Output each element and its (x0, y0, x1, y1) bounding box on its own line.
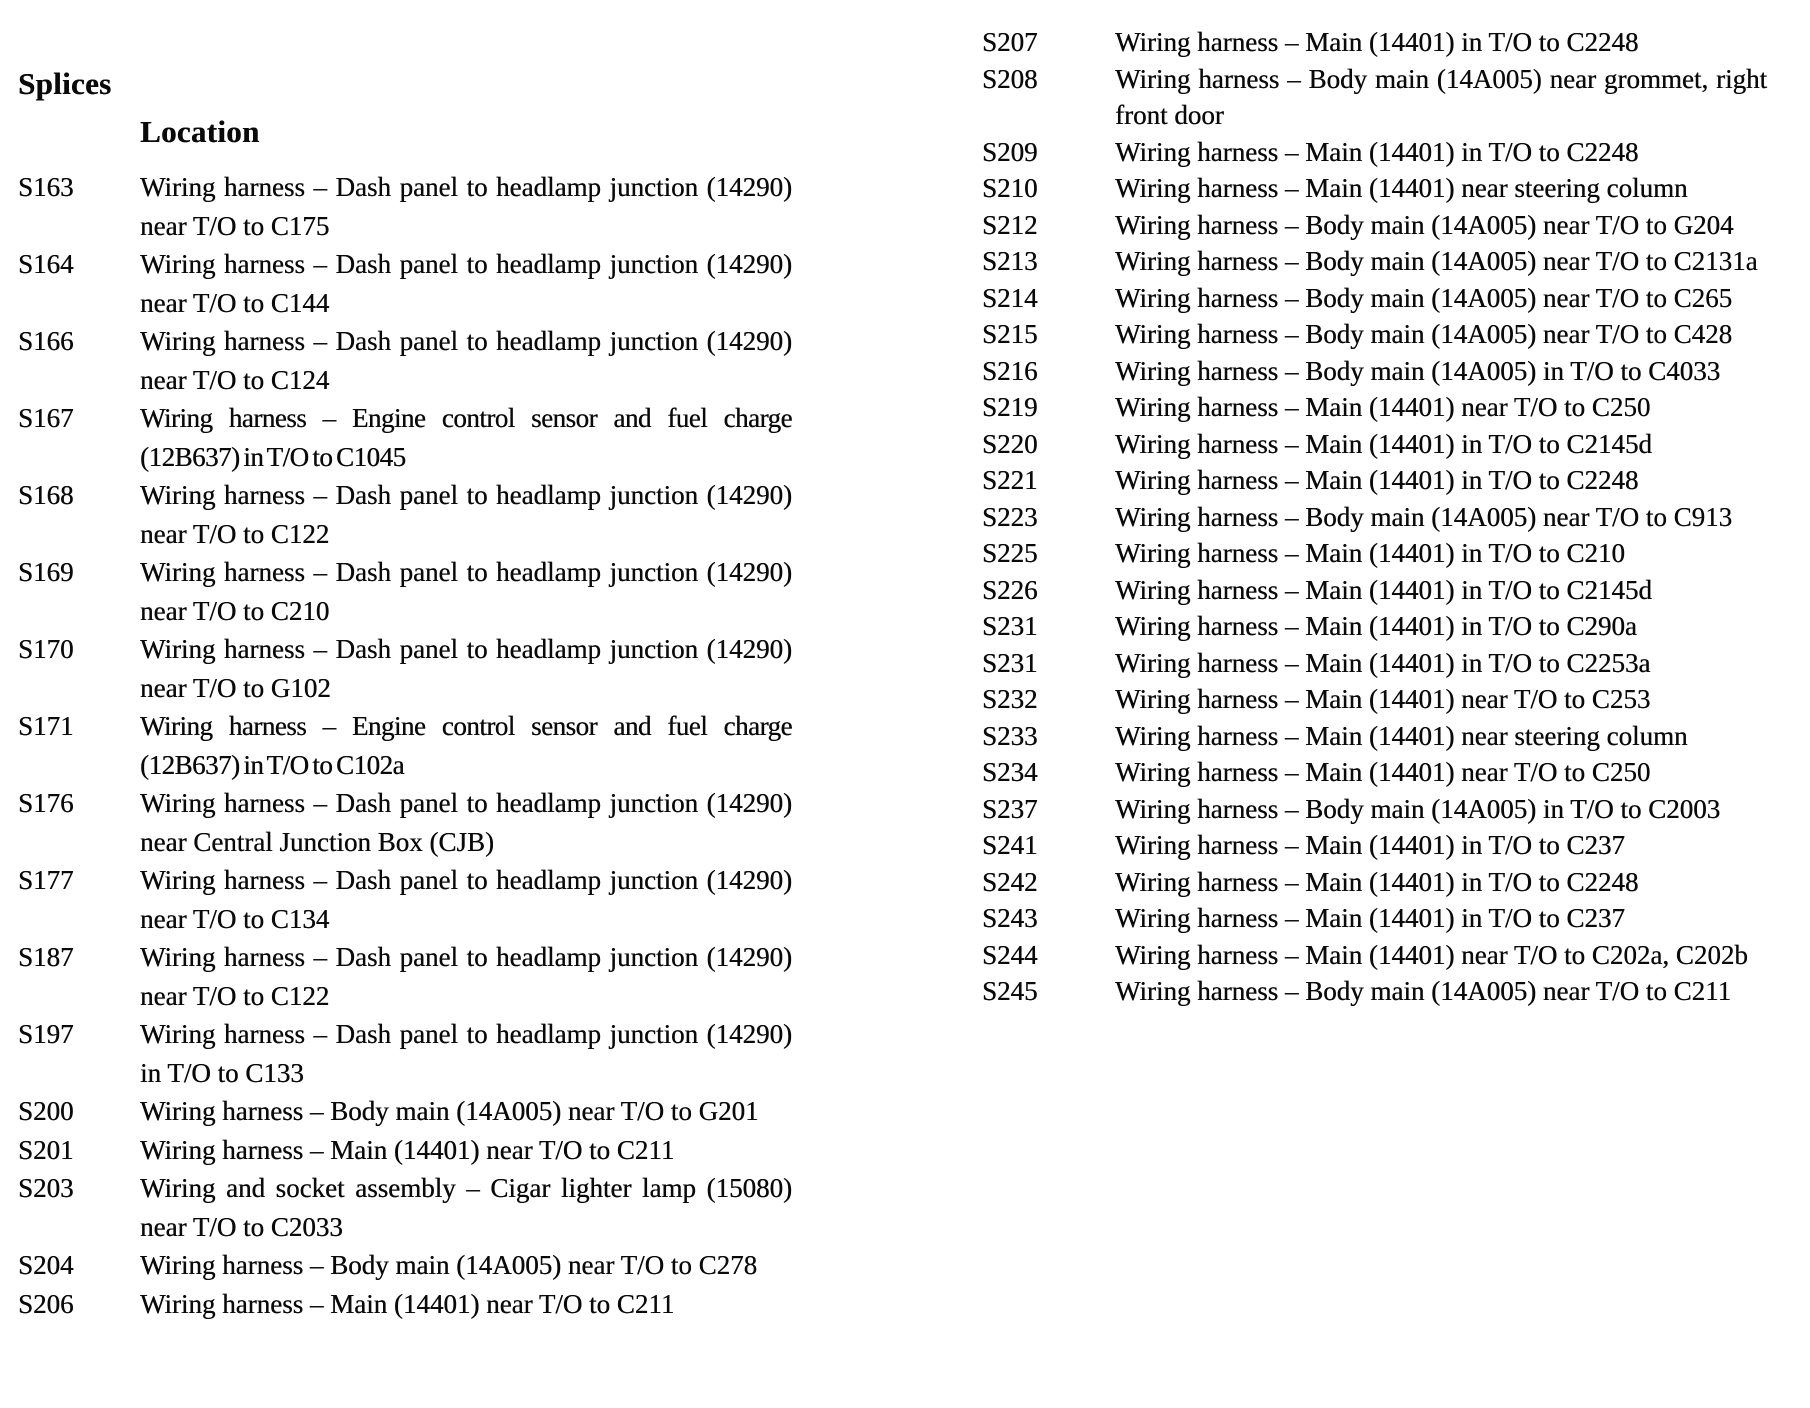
splice-row (18, 1015, 798, 1092)
splice-location: Wiring harness – Dash panel to headlamp junction (14290) near T/O to C210 (140, 557, 792, 626)
splice-location: Wiring harness – Main (14401) in T/O to C210 (1115, 538, 1625, 568)
splice-row (18, 1285, 798, 1324)
splice-location: Wiring harness – Dash panel to headlamp junction (14290) near T/O to C124 (140, 326, 792, 395)
splice-id: S245 (982, 976, 1038, 1006)
splice-row (18, 1092, 798, 1131)
splice-id: S210 (982, 173, 1038, 203)
splice-id: S203 (18, 1173, 74, 1203)
splice-id: S169 (18, 557, 74, 587)
splice-id: S209 (982, 136, 1038, 167)
splice-id: S204 (18, 1250, 74, 1280)
splice-row (982, 24, 1772, 61)
splice-id: S200 (18, 1096, 74, 1126)
splice-id: S164 (18, 249, 74, 279)
splice-row (982, 280, 1772, 317)
splice-location: Wiring harness – Dash panel to headlamp junction (14290) near T/O to C134 (140, 865, 792, 934)
splice-id: S231 (982, 647, 1038, 678)
splice-location: Wiring harness – Main (14401) near T/O to C202a, C202b (1115, 939, 1748, 970)
splice-id: S243 (982, 903, 1038, 933)
splice-location: Wiring harness – Main (14401) near T/O to C211 (140, 1288, 675, 1319)
splice-location: Wiring harness – Main (14401) near T/O to C211 (140, 1134, 675, 1165)
splice-row (982, 608, 1772, 645)
splice-row (982, 207, 1772, 244)
splice-location: Wiring harness – Main (14401) in T/O to C2248 (1115, 27, 1639, 57)
splice-location: Wiring harness – Dash panel to headlamp junction (14290) near T/O to C144 (140, 249, 792, 318)
location-column-header: Location (140, 114, 260, 149)
splice-id: S187 (18, 942, 74, 972)
splice-id: S244 (982, 939, 1038, 970)
splice-location: Wiring harness – Body main (14A005) in T/O to C2003 (1115, 793, 1721, 824)
splice-id: S242 (982, 866, 1038, 897)
right-column (982, 24, 1772, 1010)
splice-row (982, 353, 1772, 390)
splice-row (982, 535, 1772, 572)
splice-location: Wiring harness – Body main (14A005) near T/O to C265 (1115, 282, 1733, 313)
splice-id: S176 (18, 788, 74, 818)
splice-row (18, 168, 798, 245)
splice-location: Wiring harness – Dash panel to headlamp junction (14290) in T/O to C133 (140, 1019, 792, 1088)
splice-location: Wiring harness – Main (14401) near steering column (1115, 173, 1688, 203)
splice-row (982, 426, 1772, 463)
splice-id: S226 (982, 574, 1038, 605)
splice-location: Wiring harness – Body main (14A005) near grommet, right front door (1115, 63, 1767, 130)
splice-location: Wiring harness – Dash panel to headlamp junction (14290) near T/O to C122 (140, 942, 792, 1011)
splice-id: S207 (982, 27, 1038, 57)
splice-row (982, 754, 1772, 791)
splice-id: S212 (982, 209, 1038, 240)
splice-row (982, 499, 1772, 536)
splice-id: S213 (982, 246, 1038, 276)
splice-row (982, 134, 1772, 171)
splice-location: Wiring harness – Dash panel to headlamp junction (14290) near T/O to G102 (140, 634, 792, 703)
splice-id: S197 (18, 1019, 74, 1049)
splice-row (982, 61, 1772, 134)
splice-location: Wiring harness – Engine control sensor and fuel charge (12B637) in T/O to C1045 (140, 403, 792, 472)
splice-id: S163 (18, 172, 74, 202)
splice-id: S171 (18, 711, 74, 741)
splice-row (18, 1131, 798, 1170)
splice-location: Wiring harness – Body main (14A005) near T/O to C2131a (1115, 246, 1758, 276)
splice-row (982, 718, 1772, 755)
splice-id: S216 (982, 355, 1038, 386)
splice-id: S214 (982, 282, 1038, 313)
splice-row (18, 1246, 798, 1285)
splice-id: S234 (982, 757, 1038, 787)
splice-location: Wiring harness – Body main (14A005) in T/O to C4033 (1115, 355, 1721, 386)
splice-location: Wiring harness – Dash panel to headlamp junction (14290) near T/O to C122 (140, 480, 792, 549)
splice-row (982, 864, 1772, 901)
splice-row (18, 399, 798, 476)
splice-location: Wiring harness – Main (14401) in T/O to C2253a (1115, 647, 1651, 678)
splice-row (982, 791, 1772, 828)
splice-location: Wiring harness – Main (14401) in T/O to C237 (1115, 830, 1625, 860)
splice-location: Wiring harness – Main (14401) near steering column (1115, 720, 1688, 751)
splice-row (982, 937, 1772, 974)
splice-id: S221 (982, 465, 1038, 495)
splice-row (18, 707, 798, 784)
splice-location: Wiring harness – Body main (14A005) near T/O to C278 (140, 1250, 758, 1280)
splice-location: Wiring harness – Main (14401) in T/O to C2145d (1115, 574, 1652, 605)
splice-row (982, 170, 1772, 207)
splice-row (982, 316, 1772, 353)
splice-row (18, 630, 798, 707)
splice-row (982, 389, 1772, 426)
splice-id: S206 (18, 1288, 74, 1319)
splice-id: S168 (18, 480, 74, 510)
splice-location: Wiring harness – Dash panel to headlamp junction (14290) near T/O to C175 (140, 172, 792, 241)
splice-row (18, 322, 798, 399)
splice-id: S232 (982, 684, 1038, 714)
splice-location: Wiring harness – Main (14401) in T/O to C2145d (1115, 428, 1652, 459)
splice-location: Wiring harness – Body main (14A005) near T/O to C211 (1115, 976, 1732, 1006)
splice-id: S231 (982, 611, 1038, 641)
splice-location: Wiring harness – Body main (14A005) near T/O to G201 (140, 1096, 759, 1126)
splice-row (18, 553, 798, 630)
splice-location: Wiring harness – Dash panel to headlamp junction (14290) near Central Junction Box (CJB) (140, 788, 792, 857)
splice-list-left (18, 168, 798, 1323)
splice-location: Wiring harness – Main (14401) near T/O to C250 (1115, 392, 1651, 422)
splice-id: S201 (18, 1134, 74, 1165)
splice-row (982, 681, 1772, 718)
splice-id: S241 (982, 830, 1038, 860)
splice-id: S219 (982, 392, 1038, 422)
splice-location: Wiring harness – Main (14401) in T/O to C290a (1115, 611, 1637, 641)
page-title: Splices (18, 66, 112, 101)
splice-row (18, 938, 798, 1015)
splice-row (18, 1169, 798, 1246)
splice-id: S170 (18, 634, 74, 664)
splice-id: S237 (982, 793, 1038, 824)
splice-location: Wiring harness – Main (14401) in T/O to C237 (1115, 903, 1625, 933)
splice-id: S225 (982, 538, 1038, 568)
splice-list-right (982, 24, 1772, 1010)
splice-location: Wiring harness – Engine control sensor and fuel charge (12B637) in T/O to C102a (140, 711, 792, 780)
splice-row (982, 645, 1772, 682)
splice-location: Wiring and socket assembly – Cigar lighter lamp (15080) near T/O to C2033 (140, 1173, 792, 1242)
splice-row (982, 973, 1772, 1010)
splice-id: S208 (982, 63, 1038, 94)
splice-row (982, 462, 1772, 499)
splice-location: Wiring harness – Main (14401) in T/O to C2248 (1115, 136, 1639, 167)
splice-location: Wiring harness – Body main (14A005) near T/O to C428 (1115, 319, 1733, 349)
splice-row (18, 784, 798, 861)
splice-id: S215 (982, 319, 1038, 349)
splice-row (982, 572, 1772, 609)
splice-row (18, 245, 798, 322)
splice-id: S167 (18, 403, 74, 433)
splice-row (982, 900, 1772, 937)
splice-id: S223 (982, 501, 1038, 532)
splice-row (982, 827, 1772, 864)
splice-row (18, 476, 798, 553)
splice-location: Wiring harness – Main (14401) near T/O to C250 (1115, 757, 1651, 787)
splice-location: Wiring harness – Body main (14A005) near T/O to C913 (1115, 501, 1733, 532)
splice-id: S166 (18, 326, 74, 356)
splice-row (18, 861, 798, 938)
splice-id: S233 (982, 720, 1038, 751)
splice-location: Wiring harness – Main (14401) in T/O to C2248 (1115, 465, 1639, 495)
splice-location: Wiring harness – Main (14401) near T/O to C253 (1115, 684, 1651, 714)
splice-id: S177 (18, 865, 74, 895)
splice-id: S220 (982, 428, 1038, 459)
splice-location: Wiring harness – Body main (14A005) near T/O to G204 (1115, 209, 1734, 240)
left-column (18, 64, 798, 1323)
splice-location: Wiring harness – Main (14401) in T/O to C2248 (1115, 866, 1639, 897)
splice-row (982, 243, 1772, 280)
